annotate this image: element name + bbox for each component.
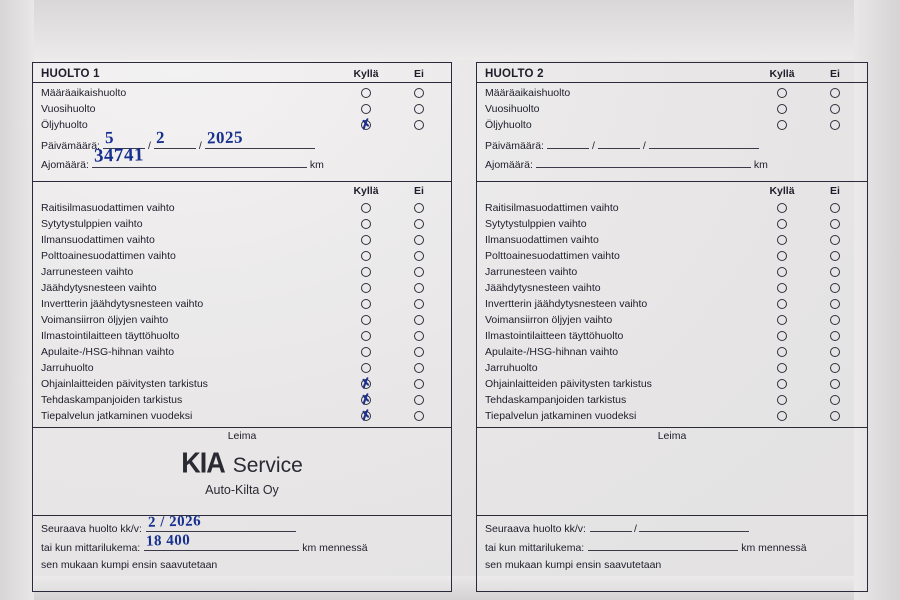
checklist-label: Ohjainlaitteiden päivitysten tarkistus — [485, 378, 652, 390]
service-2-header — [477, 63, 867, 83]
checklist-label: Ohjainlaitteiden päivitysten tarkistus — [41, 378, 208, 390]
row-vuosihuolto — [41, 101, 443, 117]
checklist-row — [485, 392, 859, 408]
checkbox-no[interactable] — [811, 87, 859, 99]
service-2-top-items — [477, 83, 867, 136]
checkbox-yes[interactable] — [337, 282, 395, 294]
stamp-label: Leima — [227, 430, 257, 442]
column-header-no: Ei — [830, 68, 840, 80]
paper-shading-top — [0, 0, 900, 60]
checkbox-yes[interactable] — [337, 390, 395, 408]
checkbox-yes[interactable] — [753, 87, 811, 99]
column-header-no: Ei — [830, 185, 840, 197]
checklist-label: Jarrunesteen vaihto — [41, 266, 134, 278]
next-odometer-row[interactable] — [41, 532, 443, 557]
next-service-year-input[interactable] — [639, 519, 749, 532]
checklist-row — [485, 248, 859, 264]
checkbox-no[interactable] — [811, 362, 859, 374]
row-maaraaikaishuolto — [41, 85, 443, 101]
checkbox-yes[interactable] — [753, 282, 811, 294]
checkbox-no[interactable] — [811, 218, 859, 230]
service-1-title: HUOLTO 1 — [41, 68, 100, 80]
checkbox-no[interactable] — [811, 119, 859, 131]
mileage-label: Ajomäärä: — [41, 159, 89, 171]
checkbox-yes[interactable] — [337, 266, 395, 278]
checklist-label: Sytytystulppien vaihto — [41, 218, 143, 230]
checklist-row — [485, 408, 859, 424]
odometer-suffix: km mennessä — [741, 542, 807, 554]
checklist-label: Jäähdytysnesteen vaihto — [485, 282, 601, 294]
checklist-row — [485, 328, 859, 344]
checkbox-yes[interactable] — [753, 394, 811, 406]
paper-shading-left — [0, 0, 34, 600]
checklist-label: Voimansiirron öljyjen vaihto — [41, 314, 169, 326]
checkbox-yes[interactable] — [753, 103, 811, 115]
footer-note: sen mukaan kumpi ensin saavutetaan — [41, 559, 218, 571]
checklist-row — [485, 312, 859, 328]
date-month-input[interactable] — [598, 136, 640, 149]
service-1-footer — [33, 515, 451, 573]
next-odometer-label: tai kun mittarilukema: — [485, 542, 585, 554]
next-service-month-input[interactable] — [590, 519, 632, 532]
checkbox-no[interactable] — [395, 202, 443, 214]
checklist-label: Ilmansuodattimen vaihto — [485, 234, 599, 246]
checklist-row — [41, 376, 443, 392]
checkbox-yes[interactable] — [337, 374, 395, 392]
next-odometer-row[interactable] — [485, 538, 859, 557]
checkbox-no[interactable] — [395, 314, 443, 326]
checklist-row — [41, 280, 443, 296]
checkbox-no[interactable] — [395, 378, 443, 390]
kia-logo: KIA — [181, 447, 225, 479]
stamp-label: Leima — [657, 430, 687, 442]
checklist-row — [41, 408, 443, 424]
footer-note: sen mukaan kumpi ensin saavutetaan — [485, 559, 662, 571]
column-header-no: Ei — [414, 185, 424, 197]
checklist-label: Raitisilmasuodattimen vaihto — [41, 202, 175, 214]
service-1-checklist-header — [33, 182, 451, 198]
row-label: Määräaikaishuolto — [485, 87, 571, 99]
checkbox-yes[interactable] — [337, 314, 395, 326]
checkbox-no[interactable] — [811, 234, 859, 246]
checkbox-no[interactable] — [811, 282, 859, 294]
checkbox-no[interactable] — [395, 346, 443, 358]
service-1-checklist — [33, 198, 451, 427]
dealer-stamp — [33, 448, 451, 497]
date-year-input[interactable] — [205, 127, 315, 149]
checkbox-yes[interactable] — [337, 298, 395, 310]
row-oljyhuolto — [485, 117, 859, 133]
checkbox-yes[interactable] — [753, 410, 811, 422]
checkbox-no[interactable] — [395, 266, 443, 278]
next-odometer-label: tai kun mittarilukema: — [41, 542, 141, 554]
checkbox-no[interactable] — [395, 330, 443, 342]
mileage-input[interactable] — [92, 144, 307, 168]
service-2-title: HUOLTO 2 — [485, 68, 544, 80]
checklist-row — [485, 232, 859, 248]
checkbox-yes[interactable] — [753, 218, 811, 230]
service-1-stamp-area — [33, 427, 451, 515]
checkbox-no[interactable] — [395, 234, 443, 246]
checklist-row — [485, 344, 859, 360]
checkbox-yes[interactable] — [337, 330, 395, 342]
checklist-row — [485, 264, 859, 280]
checkbox-no[interactable] — [811, 346, 859, 358]
odometer-suffix: km mennessä — [302, 542, 368, 554]
mileage-value: 34741 — [93, 144, 145, 167]
checklist-label: Invertterin jäähdytysnesteen vaihto — [41, 298, 204, 310]
row-label: Määräaikaishuolto — [41, 87, 127, 99]
date-day-input[interactable] — [547, 136, 589, 149]
date-month-input[interactable] — [154, 127, 196, 149]
column-header-no: Ei — [414, 68, 424, 80]
checkbox-no[interactable] — [811, 314, 859, 326]
checkbox-no[interactable] — [811, 378, 859, 390]
checkbox-yes[interactable] — [337, 103, 395, 115]
km-unit: km — [753, 159, 768, 171]
checklist-row — [41, 392, 443, 408]
checkbox-yes[interactable] — [337, 218, 395, 230]
service-2-checklist-header — [477, 182, 867, 198]
checklist-row — [41, 264, 443, 280]
checkbox-no[interactable] — [811, 330, 859, 342]
checklist-row — [41, 344, 443, 360]
date-month-value: 2 — [155, 127, 166, 148]
checkbox-no[interactable] — [395, 282, 443, 294]
next-service-label: Seuraava huolto kk/v: — [41, 523, 142, 535]
checkbox-yes[interactable] — [753, 234, 811, 246]
checkbox-no[interactable] — [395, 119, 443, 131]
checkbox-yes[interactable] — [337, 115, 395, 133]
next-service-value: 2 / 2026 — [147, 513, 202, 531]
checklist-label: Apulaite-/HSG-hihnan vaihto — [41, 346, 175, 358]
service-2-date-field[interactable]: Päivämäärä: / / — [477, 136, 867, 155]
checklist-label: Ilmastointilaitteen täyttöhuolto — [485, 330, 624, 342]
service-record-2 — [476, 62, 868, 592]
checklist-row — [41, 248, 443, 264]
checkbox-no[interactable] — [395, 394, 443, 406]
checkbox-yes[interactable] — [753, 346, 811, 358]
checkbox-yes[interactable] — [337, 406, 395, 424]
checkbox-no[interactable] — [811, 103, 859, 115]
checkbox-yes[interactable] — [337, 346, 395, 358]
checklist-label: Jarruhuolto — [41, 362, 94, 374]
date-label: Päivämäärä: — [41, 140, 100, 152]
checklist-label: Ilmansuodattimen vaihto — [41, 234, 155, 246]
checkbox-yes[interactable] — [753, 250, 811, 262]
checkbox-yes[interactable] — [753, 202, 811, 214]
checklist-label: Polttoainesuodattimen vaihto — [485, 250, 620, 262]
checkbox-yes[interactable] — [753, 119, 811, 131]
checklist-label: Invertterin jäähdytysnesteen vaihto — [485, 298, 648, 310]
row-label: Vuosihuolto — [41, 103, 96, 115]
handwritten-check: ✗ — [358, 390, 374, 408]
checklist-row — [485, 360, 859, 376]
checklist-label: Jäähdytysnesteen vaihto — [41, 282, 157, 294]
service-2-mileage-field[interactable] — [477, 155, 867, 181]
row-vuosihuolto — [485, 101, 859, 117]
checkbox-no[interactable] — [811, 266, 859, 278]
checklist-label: Polttoainesuodattimen vaihto — [41, 250, 176, 262]
service-1-date-field[interactable]: Päivämäärä: 5 / 2 / 2025 — [33, 136, 451, 155]
checklist-label: Voimansiirron öljyjen vaihto — [485, 314, 613, 326]
checkbox-no[interactable] — [395, 362, 443, 374]
next-odometer-input[interactable] — [588, 538, 738, 551]
checkbox-no[interactable] — [811, 202, 859, 214]
column-header-yes: Kyllä — [769, 185, 795, 197]
column-header-yes: Kyllä — [353, 68, 379, 80]
checklist-label: Tehdaskampanjoiden tarkistus — [41, 394, 183, 406]
checkbox-no[interactable] — [395, 218, 443, 230]
date-year-input[interactable] — [649, 136, 759, 149]
checkbox-yes[interactable] — [753, 298, 811, 310]
checkbox-no[interactable] — [395, 410, 443, 422]
checklist-label: Tehdaskampanjoiden tarkistus — [485, 394, 627, 406]
row-label: Öljyhuolto — [485, 119, 532, 131]
checkbox-yes[interactable] — [337, 202, 395, 214]
km-unit: km — [309, 159, 324, 171]
checkbox-yes[interactable] — [753, 330, 811, 342]
checkbox-no[interactable] — [811, 410, 859, 422]
checkbox-yes[interactable] — [337, 87, 395, 99]
next-odometer-input[interactable] — [144, 532, 299, 551]
checklist-label: Jarruhuolto — [485, 362, 538, 374]
checkbox-no[interactable] — [811, 250, 859, 262]
checklist-row — [485, 216, 859, 232]
checklist-label: Apulaite-/HSG-hihnan vaihto — [485, 346, 619, 358]
next-service-row[interactable] — [41, 513, 443, 538]
checklist-label: Sytytystulppien vaihto — [485, 218, 587, 230]
service-1-header — [33, 63, 451, 83]
checkbox-no[interactable] — [395, 250, 443, 262]
dealer-name: Auto-Kilta Oy — [205, 483, 279, 497]
handwritten-check: ✗ — [358, 115, 374, 133]
checkbox-yes[interactable] — [337, 362, 395, 374]
row-label: Öljyhuolto — [41, 119, 88, 131]
handwritten-check: ✗ — [358, 374, 374, 392]
checklist-row — [41, 312, 443, 328]
handwritten-check: ✗ — [358, 406, 374, 424]
checkbox-yes[interactable] — [337, 234, 395, 246]
checklist-label: Tiepalvelun jatkaminen vuodeksi — [485, 410, 637, 422]
checkbox-yes[interactable] — [753, 314, 811, 326]
checklist-row — [41, 216, 443, 232]
column-header-yes: Kyllä — [353, 185, 379, 197]
row-maaraaikaishuolto — [485, 85, 859, 101]
checkbox-no[interactable] — [811, 298, 859, 310]
checklist-row — [41, 296, 443, 312]
row-label: Vuosihuolto — [485, 103, 540, 115]
date-label: Päivämäärä: — [485, 140, 544, 152]
checklist-row — [485, 280, 859, 296]
checklist-row — [485, 200, 859, 216]
mileage-label: Ajomäärä: — [485, 159, 533, 171]
checklist-row — [485, 296, 859, 312]
service-2-footer — [477, 515, 867, 573]
checkbox-no[interactable] — [395, 298, 443, 310]
checkbox-yes[interactable] — [753, 378, 811, 390]
service-record-1 — [32, 62, 452, 592]
checkbox-yes[interactable] — [337, 250, 395, 262]
kia-service-text: Service — [232, 454, 303, 477]
service-2-checklist — [477, 198, 867, 427]
next-odometer-value: 18 400 — [145, 532, 191, 550]
checkbox-no[interactable] — [395, 87, 443, 99]
checklist-row — [41, 200, 443, 216]
checklist-label: Jarrunesteen vaihto — [485, 266, 578, 278]
checklist-row — [41, 232, 443, 248]
date-year-value: 2025 — [206, 127, 244, 148]
checklist-row — [485, 376, 859, 392]
checklist-label: Tiepalvelun jatkaminen vuodeksi — [41, 410, 193, 422]
checkbox-yes[interactable] — [753, 362, 811, 374]
mileage-input[interactable] — [536, 155, 751, 168]
checklist-row — [41, 360, 443, 376]
checkbox-no[interactable] — [395, 103, 443, 115]
checklist-label: Raitisilmasuodattimen vaihto — [485, 202, 619, 214]
next-service-row[interactable]: Seuraava huolto kk/v: / — [485, 519, 859, 538]
column-header-yes: Kyllä — [769, 68, 795, 80]
checkbox-yes[interactable] — [753, 266, 811, 278]
next-service-label: Seuraava huolto kk/v: — [485, 523, 586, 535]
checkbox-no[interactable] — [811, 394, 859, 406]
checklist-row — [41, 328, 443, 344]
next-service-input[interactable] — [146, 513, 296, 532]
checklist-label: Ilmastointilaitteen täyttöhuolto — [41, 330, 180, 342]
service-2-stamp-area — [477, 427, 867, 515]
date-day-value: 5 — [104, 127, 115, 148]
